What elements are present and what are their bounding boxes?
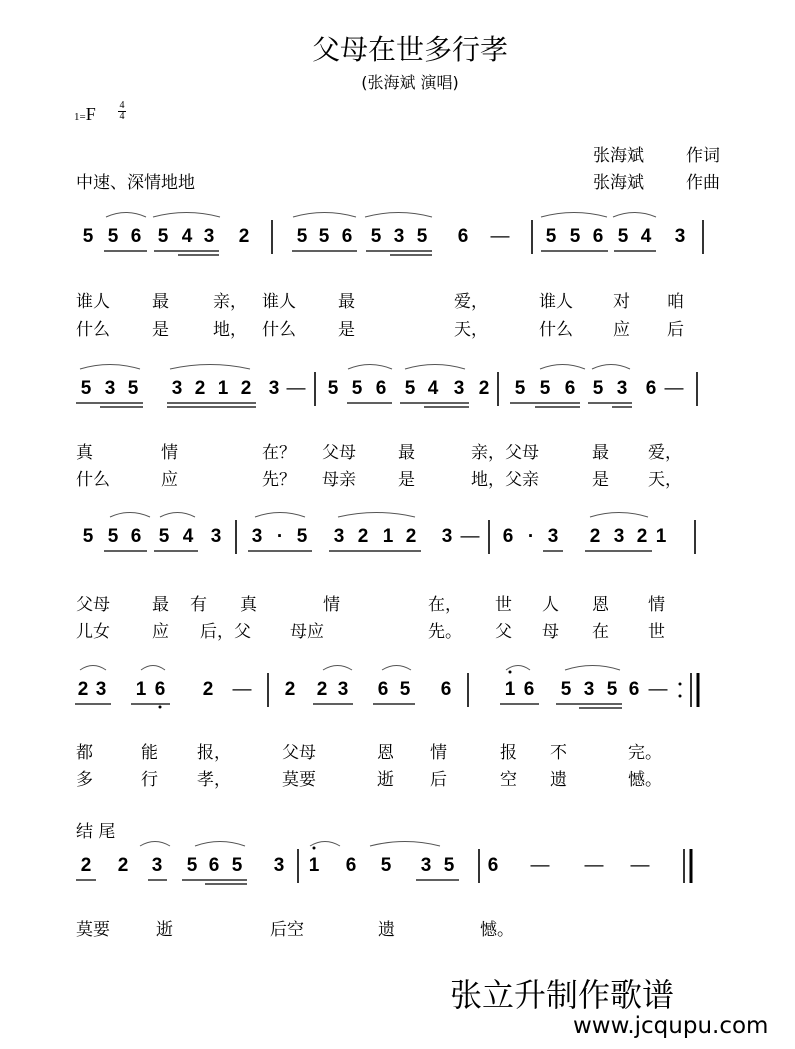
slur [140, 842, 170, 847]
note: 2 [117, 855, 129, 876]
slur [80, 666, 106, 671]
slur [293, 213, 356, 218]
slur [590, 513, 648, 518]
lyric-syllable: 情 [323, 595, 340, 615]
note: 3 [251, 526, 263, 547]
note: 5 [296, 526, 308, 547]
lyric-syllable: 是 [152, 320, 169, 340]
lyric-syllable: 地，父亲 [471, 470, 539, 490]
lyric-syllable: 后，父 [200, 622, 251, 642]
lyric-syllable: 父母 [76, 595, 110, 615]
lyric-syllable: 世 [495, 595, 512, 615]
note: 5 [127, 378, 139, 399]
lyric-syllable: 世 [648, 622, 665, 642]
lyricist-name: 张海斌 [593, 146, 644, 166]
slur [338, 513, 415, 518]
lyric-syllable: 后 [430, 770, 447, 790]
slur [255, 513, 305, 518]
lyric-syllable: 恩 [377, 743, 394, 763]
lyric-syllable: 情 [648, 595, 665, 615]
slur [348, 365, 392, 370]
note: 3 [337, 679, 349, 700]
note: 5 [592, 378, 604, 399]
note: 2 [284, 679, 296, 700]
slur [592, 365, 630, 370]
composer-name: 张海斌 [593, 173, 644, 193]
performer-subtitle: (张海斌 演唱) [361, 73, 459, 92]
lyric-syllable: 行 [141, 770, 158, 790]
credit-text: 张立升制作歌谱 [450, 976, 675, 1014]
slur [365, 213, 432, 218]
website-watermark: www.jcqupu.com [573, 1013, 769, 1039]
song-title: 父母在世多行孝 [311, 33, 508, 66]
note: 5 [318, 226, 330, 247]
note: 3 [453, 378, 465, 399]
lyric-syllable: 天， [454, 320, 488, 340]
sustain-dash: — [490, 226, 510, 247]
note: 3 [616, 378, 628, 399]
lyric-syllable: 空 [500, 770, 517, 790]
tempo-marking: 中速、深情地地 [76, 173, 195, 193]
note: 5 [514, 378, 526, 399]
note: 6 [130, 226, 142, 247]
note: 2 [316, 679, 328, 700]
sustain-dash: — [232, 679, 252, 700]
note: 2 [357, 526, 369, 547]
lyric-syllable: 天， [648, 470, 682, 490]
note: 5 [186, 855, 198, 876]
note: 1 [655, 526, 667, 547]
note: 5 [327, 378, 339, 399]
lyric-syllable: 在 [592, 622, 609, 642]
meter-bottom: 4 [119, 111, 125, 122]
lyric-syllable: 能 [141, 743, 158, 763]
note: 3 [547, 526, 559, 547]
note: 5 [157, 226, 169, 247]
low-octave-dot [159, 706, 162, 709]
note: 6 [592, 226, 604, 247]
lyric-syllable: 先。 [428, 622, 462, 642]
note: 5 [80, 378, 92, 399]
note: 2 [77, 679, 89, 700]
note: 6 [377, 679, 389, 700]
lyric-syllable: 是 [398, 470, 415, 490]
note: 4 [427, 378, 439, 399]
lyric-syllable: 应 [161, 470, 178, 490]
note: 6 [502, 526, 514, 547]
key-prefix: 1= [74, 111, 86, 123]
note: 6 [375, 378, 387, 399]
lyric-syllable: 遗 [550, 770, 567, 790]
note: 3 [674, 226, 686, 247]
lyric-syllable: 地， [213, 320, 247, 340]
coda-label: 结 尾 [76, 822, 116, 842]
sustain-dash: — [664, 378, 684, 399]
slur [110, 513, 150, 518]
note: 3 [268, 378, 280, 399]
lyric-syllable: 先？ [262, 470, 296, 490]
lyric-syllable: 最 [152, 595, 169, 615]
lyric-syllable: 后 [667, 320, 684, 340]
note: 5 [296, 226, 308, 247]
sustain-dash: — [584, 855, 604, 876]
lyric-syllable: 恩 [592, 595, 609, 615]
note: 3 [210, 526, 222, 547]
lyric-syllable: 应 [613, 320, 630, 340]
note: 3 [171, 378, 183, 399]
lyric-syllable: 情 [161, 443, 178, 463]
lyric-syllable: 父母 [322, 443, 356, 463]
slur [310, 842, 340, 847]
note: 6 [457, 226, 469, 247]
high-octave-dot [313, 847, 316, 850]
note: 2 [405, 526, 417, 547]
slur [613, 213, 656, 218]
repeat-dot [679, 683, 682, 686]
slur [153, 213, 220, 218]
slur [170, 365, 250, 370]
note: 5 [107, 526, 119, 547]
note: 6 [341, 226, 353, 247]
note: 3 [441, 526, 453, 547]
lyric-syllable: 遗 [378, 920, 395, 940]
slur [405, 365, 465, 370]
slur [541, 213, 607, 218]
note: 1 [504, 679, 516, 700]
note: 3 [333, 526, 345, 547]
note: 3 [104, 378, 116, 399]
lyric-syllable: 对 [613, 292, 630, 312]
slur [80, 365, 140, 370]
note: 5 [416, 226, 428, 247]
lyric-syllable: 亲，父母 [471, 443, 539, 463]
lyric-syllable: 憾。 [628, 770, 662, 790]
note: 3 [151, 855, 163, 876]
lyric-syllable: 应 [152, 622, 169, 642]
note: 5 [158, 526, 170, 547]
note: 3 [95, 679, 107, 700]
note: 5 [82, 226, 94, 247]
sustain-dash: — [286, 378, 306, 399]
lyric-syllable: 莫要 [76, 920, 110, 940]
note: 4 [181, 226, 193, 247]
note: 5 [539, 378, 551, 399]
lyric-syllable: 完。 [628, 743, 662, 763]
lyric-syllable: 母亲 [322, 470, 356, 490]
note: 5 [370, 226, 382, 247]
sustain-dash: — [530, 855, 550, 876]
note: 1 [217, 378, 229, 399]
lyric-syllable: 多 [76, 770, 93, 790]
lyric-syllable: 母应 [290, 622, 324, 642]
note: 2 [240, 378, 252, 399]
note: 5 [560, 679, 572, 700]
note: 5 [404, 378, 416, 399]
lyric-syllable: 莫要 [282, 770, 316, 790]
dotted-rhythm: · [527, 526, 535, 547]
lyric-syllable: 什么 [76, 320, 110, 340]
lyric-syllable: 后空 [270, 920, 304, 940]
lyric-syllable: 谁人 [539, 292, 573, 312]
note: 3 [203, 226, 215, 247]
lyric-syllable: 不 [550, 743, 567, 763]
note: 3 [420, 855, 432, 876]
note: 3 [583, 679, 595, 700]
lyric-syllable: 在？ [262, 443, 296, 463]
note: 2 [194, 378, 206, 399]
slur [382, 666, 411, 671]
note: 3 [273, 855, 285, 876]
lyric-syllable: 最 [152, 292, 169, 312]
lyric-syllable: 什么 [76, 470, 110, 490]
lyric-syllable: 真 [240, 595, 257, 615]
slur [195, 842, 245, 847]
note: 3 [613, 526, 625, 547]
dotted-rhythm: · [276, 526, 284, 547]
note: 5 [617, 226, 629, 247]
note: 5 [399, 679, 411, 700]
note: 2 [238, 226, 250, 247]
note: 1 [135, 679, 147, 700]
sustain-dash: — [630, 855, 650, 876]
slur [506, 666, 530, 671]
note: 5 [545, 226, 557, 247]
lyric-syllable: 真 [76, 443, 93, 463]
note: 5 [82, 526, 94, 547]
repeat-dot [679, 695, 682, 698]
note: 6 [345, 855, 357, 876]
lyric-syllable: 最 [398, 443, 415, 463]
lyric-syllable: 最 [592, 443, 609, 463]
lyric-syllable: 情 [430, 743, 447, 763]
slur [323, 666, 352, 671]
note: 5 [606, 679, 618, 700]
note: 5 [569, 226, 581, 247]
lyric-syllable: 谁人 [262, 292, 296, 312]
slur [540, 365, 585, 370]
note: 6 [487, 855, 499, 876]
lyric-syllable: 什么 [262, 320, 296, 340]
lyric-syllable: 母 [542, 622, 559, 642]
meter-top: 4 [119, 100, 125, 111]
lyric-syllable: 在， [428, 595, 462, 615]
lyricist-role: 作词 [686, 146, 720, 166]
note: 4 [182, 526, 194, 547]
composer-role: 作曲 [686, 173, 720, 193]
slur [160, 513, 195, 518]
note: 6 [440, 679, 452, 700]
lyric-syllable: 爱， [648, 443, 682, 463]
lyric-syllable: 父母 [282, 743, 316, 763]
note: 6 [154, 679, 166, 700]
note: 2 [80, 855, 92, 876]
note: 2 [636, 526, 648, 547]
lyric-syllable: 谁人 [76, 292, 110, 312]
lyric-syllable: 憾。 [480, 920, 514, 940]
note: 6 [130, 526, 142, 547]
lyric-syllable: 最 [338, 292, 355, 312]
lyric-syllable: 人 [542, 595, 559, 615]
sustain-dash: — [460, 526, 480, 547]
note: 6 [564, 378, 576, 399]
note: 5 [231, 855, 243, 876]
note: 1 [382, 526, 394, 547]
note: 2 [202, 679, 214, 700]
note: 1 [308, 855, 320, 876]
lyric-syllable: 是 [592, 470, 609, 490]
lyric-syllable: 咱 [667, 292, 684, 312]
note: 4 [640, 226, 652, 247]
lyric-syllable: 逝 [156, 920, 173, 940]
lyric-syllable: 都 [76, 743, 93, 763]
lyric-syllable: 报 [500, 743, 517, 763]
note: 2 [478, 378, 490, 399]
note: 5 [351, 378, 363, 399]
lyric-syllable: 爱， [454, 292, 488, 312]
high-octave-dot [509, 671, 512, 674]
key-value: F [85, 104, 96, 124]
slur [565, 666, 620, 671]
note: 6 [645, 378, 657, 399]
lyric-syllable: 逝 [377, 770, 394, 790]
lyric-syllable: 孝， [197, 770, 231, 790]
lyric-syllable: 有 [190, 595, 207, 615]
note: 5 [107, 226, 119, 247]
lyric-syllable: 父 [495, 622, 512, 642]
note: 5 [443, 855, 455, 876]
lyric-syllable: 什么 [539, 320, 573, 340]
note: 3 [393, 226, 405, 247]
slur [106, 213, 146, 218]
slur [141, 666, 165, 671]
lyric-syllable: 儿女 [76, 622, 110, 642]
slur [370, 842, 440, 847]
lyric-syllable: 是 [338, 320, 355, 340]
sustain-dash: — [648, 679, 668, 700]
lyric-syllable: 亲， [213, 292, 247, 312]
note: 5 [380, 855, 392, 876]
lyric-syllable: 报， [197, 743, 231, 763]
note: 6 [523, 679, 535, 700]
note: 6 [208, 855, 220, 876]
note: 2 [589, 526, 601, 547]
note: 6 [628, 679, 640, 700]
